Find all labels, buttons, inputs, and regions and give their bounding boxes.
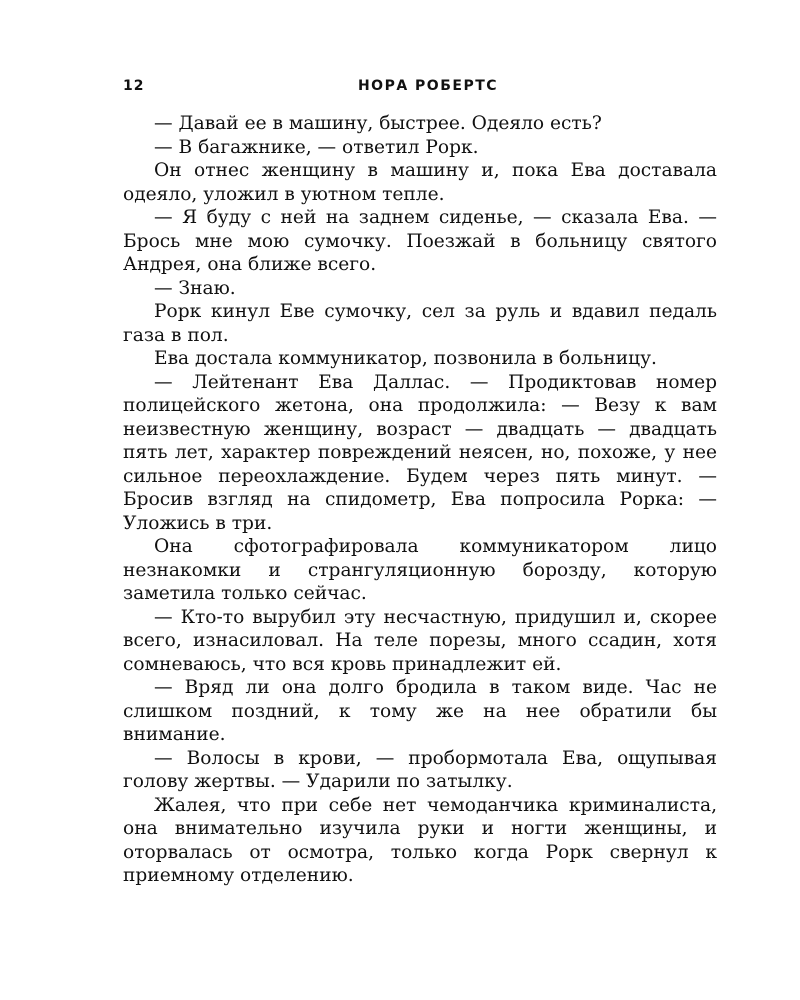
paragraph: — Я буду с ней на заднем сиденье, — сказала Ева. — Брось мне мою сумочку. Поезжай в больницу святого Андрея, она ближе всего. <box>123 207 717 275</box>
paragraph: — Давай ее в машину, быстрее. Одеяло есть? <box>154 113 602 134</box>
paragraph: — Лейтенант Ева Даллас. — Продиктовав номер полицейского жетона, она продолжила: — Везу к вам неизвестную женщину, возраст — двадцать — двадцать пять лет, характер повреждений неясен, но, похоже, у нее сильное переохлаждение. Будем через пять минут. — Бросив взгляд на спидометр, Ева попросила Рорка: — Уложись в три. <box>123 371 717 534</box>
paragraph: — Кто-то вырубил эту несчастную, придушил и, скорее всего, изнасиловал. На теле порезы, много ссадин, хотя сомневаюсь, что вся кровь принадлежит ей. <box>123 606 717 675</box>
body-text <box>123 112 717 888</box>
paragraph: Ева достала коммуникатор, позвонила в больницу. <box>154 348 657 369</box>
paragraph: — В багажнике, — ответил Рорк. <box>154 136 479 158</box>
page-number: 12 <box>123 78 145 94</box>
paragraph: — Знаю. <box>154 277 236 299</box>
paragraph: Он отнес женщину в машину и, пока Ева доставала одеяло, уложил в уютном тепле. <box>123 160 717 205</box>
page-header <box>123 78 717 102</box>
paragraph: Рорк кинул Еве сумочку, сел за руль и вдавил педаль газа в пол. <box>123 301 717 346</box>
paragraph: — Вряд ли она долго бродила в таком виде. Час не слишком поздний, к тому же на нее обратили бы внимание. <box>123 677 717 745</box>
running-title: НОРА РОБЕРТС <box>357 78 499 94</box>
paragraph: Жалея, что при себе нет чемоданчика криминалиста, она внимательно изучила руки и ногти женщины, и оторвалась от осмотра, только когда Рорк свернул к приемному отделению. <box>123 794 717 886</box>
paragraph: — Волосы в крови, — пробормотала Ева, ощупывая голову жертвы. — Ударили по затылку. <box>123 747 717 792</box>
paragraph: Она сфотографировала коммуникатором лицо незнакомки и странгуляционную борозду, которую заметила только сейчас. <box>123 536 717 604</box>
